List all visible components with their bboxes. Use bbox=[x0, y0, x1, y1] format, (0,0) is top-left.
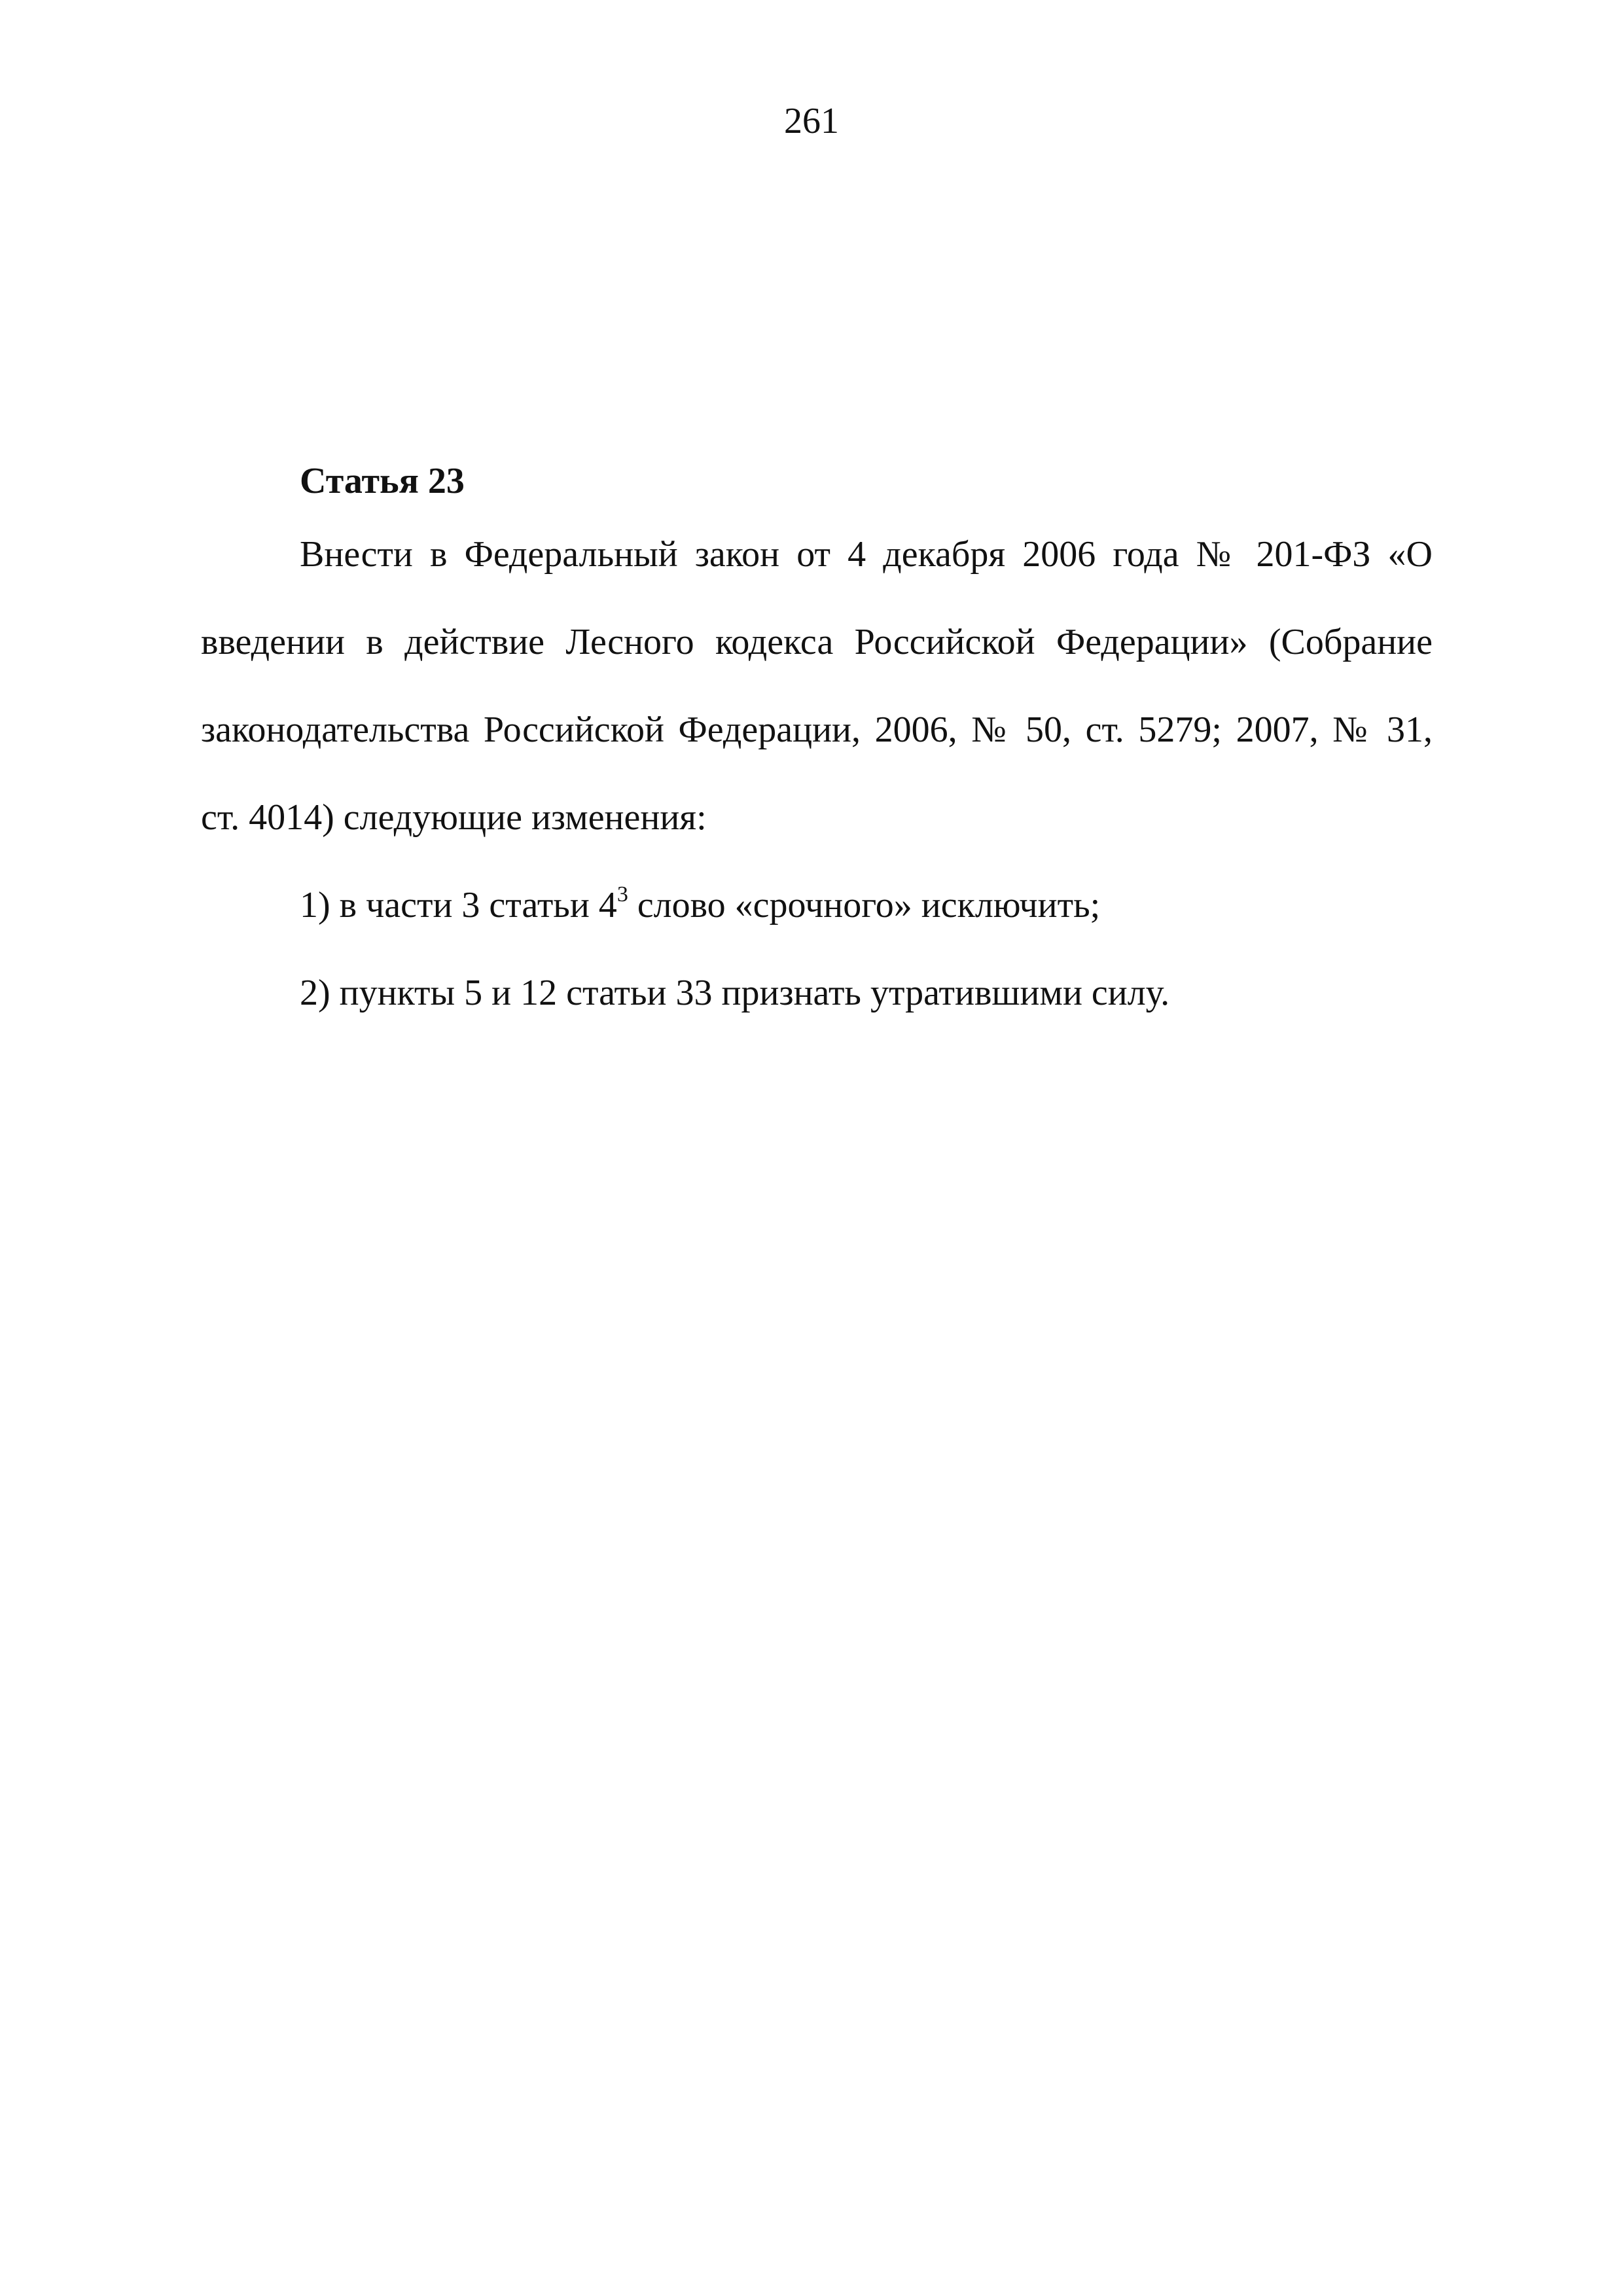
intro-line: ст. 4014) следующие изменения: bbox=[201, 797, 707, 838]
intro-line: Внести в Федеральный закон от 4 декабря 2006 года № 201-ФЗ «О bbox=[300, 534, 1433, 575]
superscript: 3 bbox=[616, 882, 628, 906]
item-text: 1) в части 3 статьи 4 bbox=[300, 885, 617, 925]
article-title: Статья 23 bbox=[300, 461, 465, 501]
page-number: 261 bbox=[784, 101, 839, 141]
item-text: слово «срочного» исключить; bbox=[628, 885, 1101, 925]
intro-line: законодательства Российской Федерации, 2006, № 50, ст. 5279; 2007, № 31, bbox=[201, 709, 1433, 750]
intro-line: введении в действие Лесного кодекса Российской Федерации» (Собрание bbox=[201, 622, 1433, 662]
article-body bbox=[201, 452, 1433, 1037]
list-item: 2) пункты 5 и 12 статьи 33 признать утратившими силу. bbox=[300, 973, 1170, 1013]
intro-paragraph bbox=[201, 511, 1433, 861]
list-item bbox=[201, 861, 1433, 949]
